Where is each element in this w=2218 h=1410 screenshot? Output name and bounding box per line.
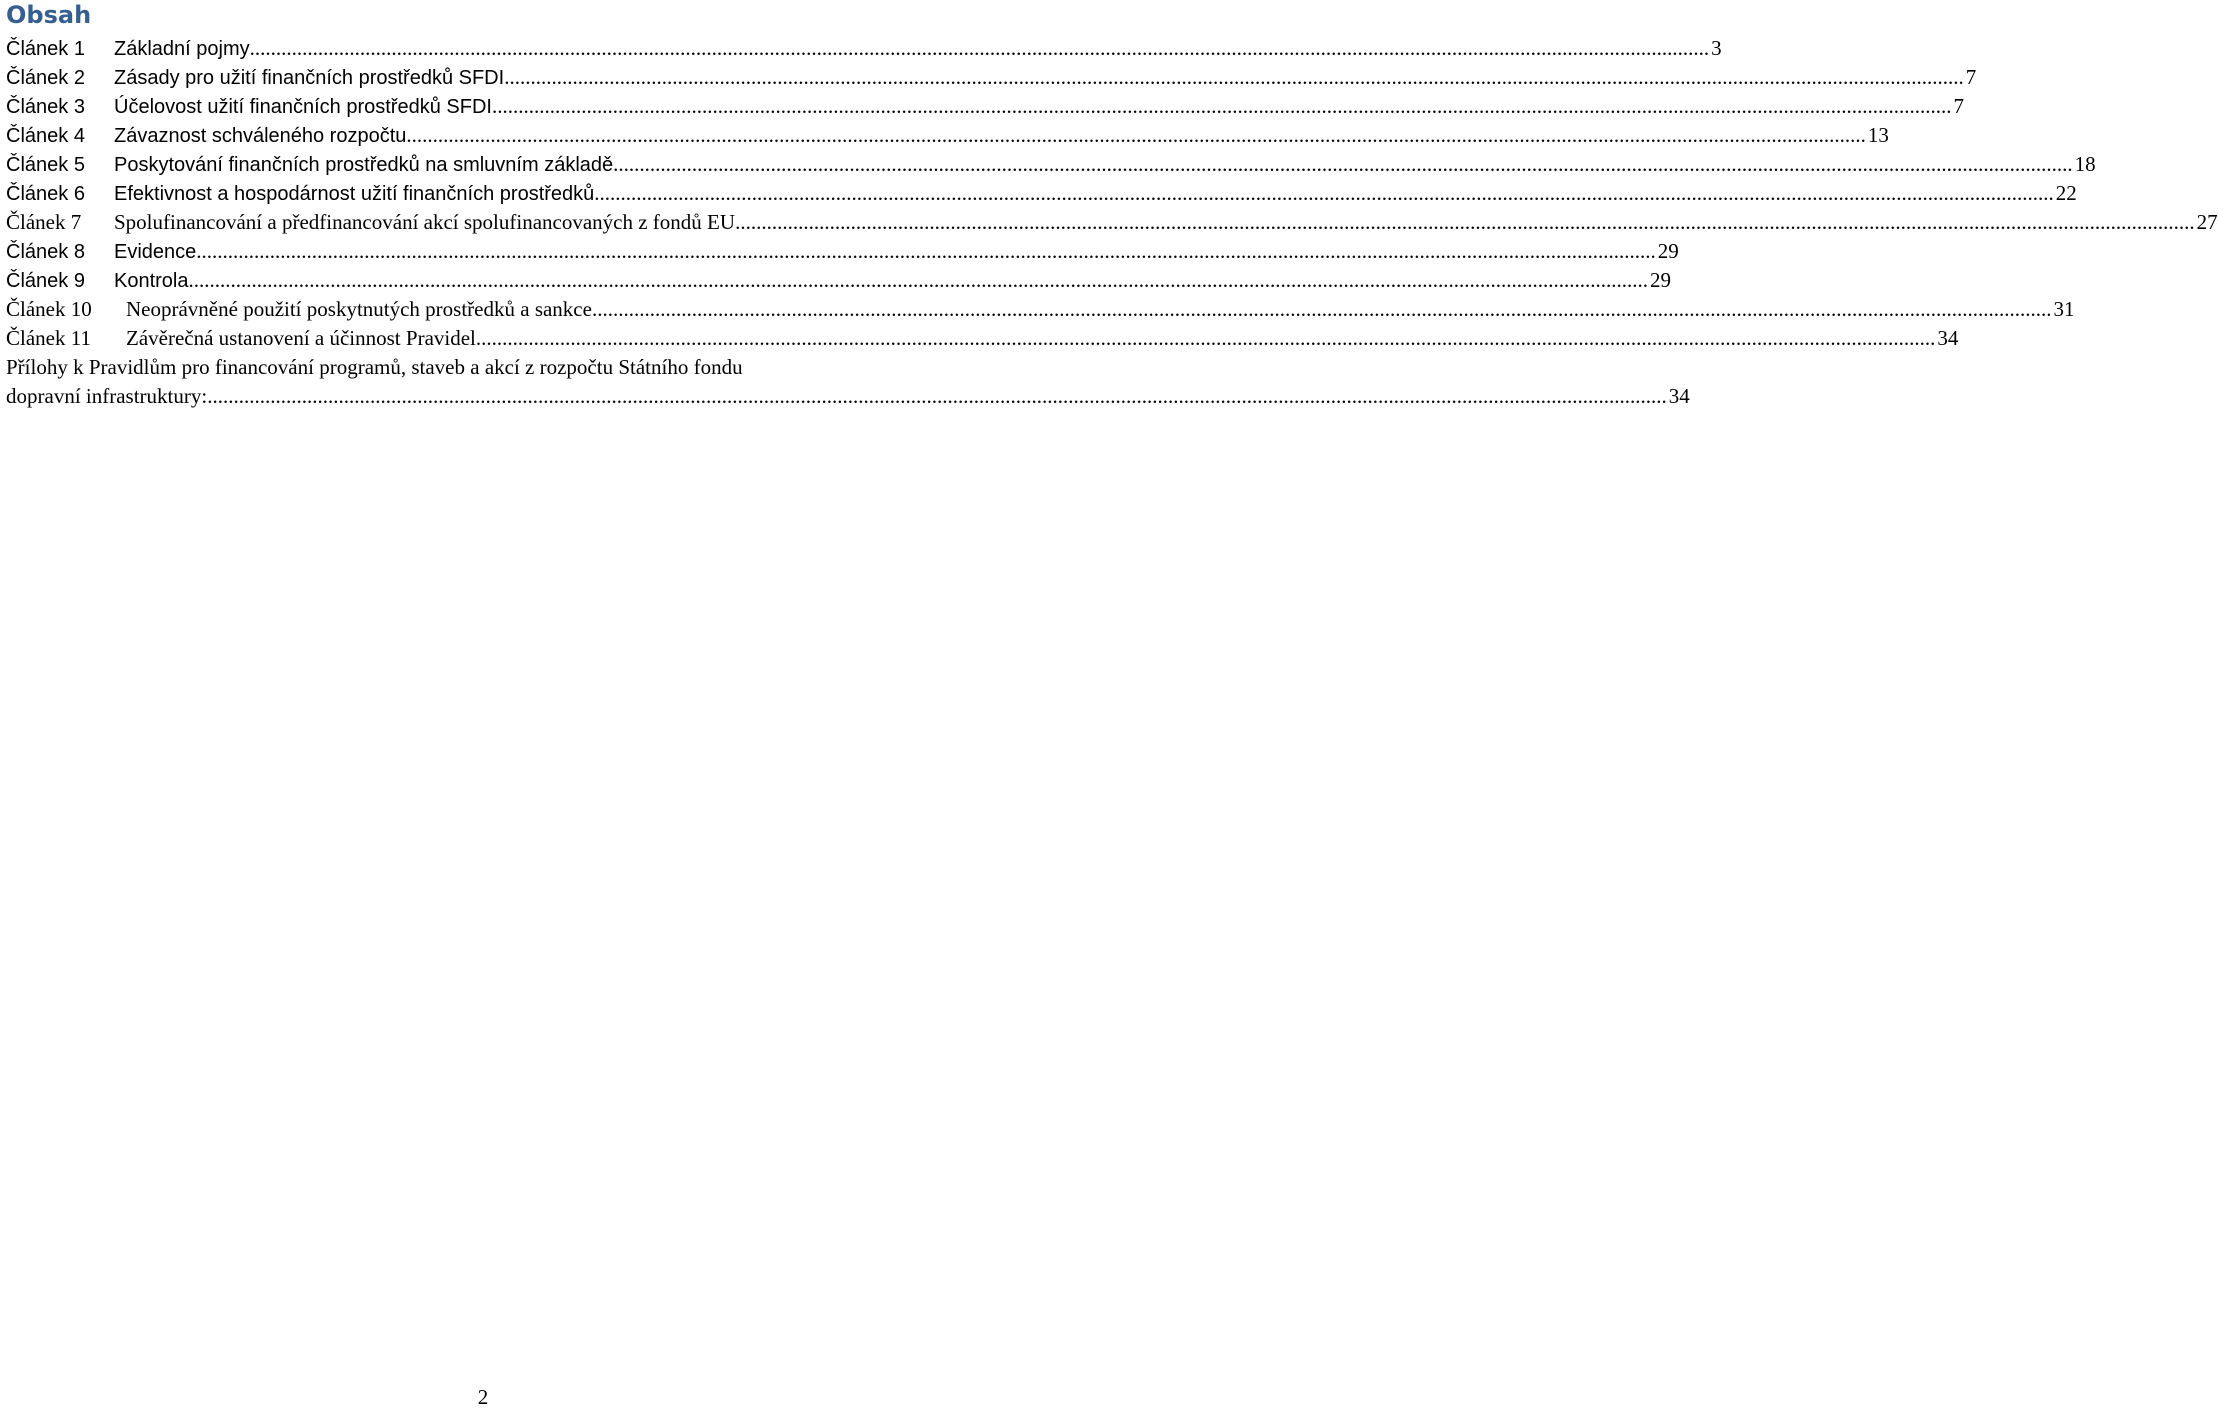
toc-entry-page: 18 bbox=[2074, 152, 2096, 176]
toc-entry-title: Spolufinancování a předfinancování akcí spolufinancovaných z fondů EU bbox=[114, 210, 736, 234]
toc-entry-label: Článek 5 bbox=[6, 154, 85, 176]
toc-entry-page: 3 bbox=[1711, 36, 1722, 60]
toc-dot-leader bbox=[492, 92, 1952, 121]
toc-entry-label: Článek 2 bbox=[6, 67, 85, 89]
toc-heading: Obsah bbox=[6, 1, 92, 29]
toc-entry-title: Účelovost užití finančních prostředků SFDI bbox=[114, 96, 492, 118]
toc-entry-title: Efektivnost a hospodárnost užití finančních prostředků bbox=[114, 183, 595, 205]
toc-dot-leader bbox=[207, 382, 1667, 411]
toc-entry-label: Článek 8 bbox=[6, 241, 85, 263]
toc-entry-title: Závaznost schváleného rozpočtu bbox=[114, 125, 407, 147]
table-of-contents bbox=[6, 34, 2218, 411]
toc-entry-title: Poskytování finančních prostředků na smluvním základě bbox=[114, 154, 614, 176]
toc-dot-leader bbox=[189, 266, 1649, 295]
toc-entry-page: 13 bbox=[1867, 123, 1889, 147]
page-number: 2 bbox=[477, 1385, 489, 1409]
toc-entry-page: 27 bbox=[2196, 210, 2218, 234]
toc-entry-page: 31 bbox=[2053, 297, 2075, 321]
toc-entry-9[interactable] bbox=[6, 266, 1671, 295]
toc-entry-title: Neoprávněné použití poskytnutých prostředků a sankce bbox=[126, 297, 592, 321]
toc-dot-leader bbox=[250, 34, 1710, 63]
toc-entry-label: Článek 3 bbox=[6, 96, 85, 118]
toc-entry-7[interactable] bbox=[6, 208, 2218, 237]
toc-entry-page: 7 bbox=[1953, 94, 1964, 118]
toc-entry-4[interactable] bbox=[6, 121, 1889, 150]
toc-entry-label: Článek 1 bbox=[6, 38, 85, 60]
toc-entry-page: 29 bbox=[1650, 268, 1671, 292]
toc-entry-8[interactable] bbox=[6, 237, 1679, 266]
toc-appendix-title-line1: Přílohy k Pravidlům pro financování programů, staveb a akcí z rozpočtu Státního fondu bbox=[6, 355, 743, 379]
toc-entry-label: Článek 9 bbox=[6, 270, 85, 292]
toc-dot-leader bbox=[504, 63, 1964, 92]
toc-entry-label: Článek 10 bbox=[6, 297, 92, 321]
toc-entry-label: Článek 6 bbox=[6, 183, 85, 205]
toc-dot-leader bbox=[592, 295, 2052, 324]
toc-entry-11[interactable] bbox=[6, 324, 1959, 353]
toc-dot-leader bbox=[613, 150, 2073, 179]
toc-entry-page: 7 bbox=[1965, 65, 1977, 89]
toc-entry-3[interactable] bbox=[6, 92, 1964, 121]
toc-dot-leader bbox=[594, 179, 2054, 208]
toc-dot-leader bbox=[735, 208, 2195, 237]
toc-entry-title: Zásady pro užití finančních prostředků SFDI bbox=[114, 67, 505, 89]
toc-entry-page: 34 bbox=[1668, 384, 1690, 408]
toc-entry-title: Závěrečná ustanovení a účinnost Pravidel bbox=[126, 326, 476, 350]
toc-entry-label: Článek 7 bbox=[6, 210, 82, 234]
toc-entry-1[interactable] bbox=[6, 34, 1722, 63]
toc-entry-title: Kontrola bbox=[114, 270, 189, 292]
toc-entry-label: Článek 4 bbox=[6, 125, 85, 147]
toc-dot-leader bbox=[476, 324, 1936, 353]
toc-entry-page: 34 bbox=[1937, 326, 1959, 350]
toc-entry-page: 22 bbox=[2055, 181, 2077, 205]
toc-appendix-line2 bbox=[6, 382, 1690, 411]
toc-entry-page: 29 bbox=[1657, 239, 1679, 263]
toc-appendix-title-line2: dopravní infrastruktury: bbox=[6, 384, 208, 408]
toc-entry-appendix[interactable] bbox=[6, 353, 1690, 411]
toc-dot-leader bbox=[406, 121, 1866, 150]
toc-entry-2[interactable] bbox=[6, 63, 1977, 92]
toc-entry-title: Základní pojmy bbox=[114, 38, 250, 60]
toc-entry-6[interactable] bbox=[6, 179, 2077, 208]
toc-entry-10[interactable] bbox=[6, 295, 2075, 324]
toc-entry-5[interactable] bbox=[6, 150, 2096, 179]
toc-entry-label: Článek 11 bbox=[6, 326, 91, 350]
toc-dot-leader bbox=[196, 237, 1656, 266]
toc-entry-title: Evidence bbox=[114, 241, 197, 263]
